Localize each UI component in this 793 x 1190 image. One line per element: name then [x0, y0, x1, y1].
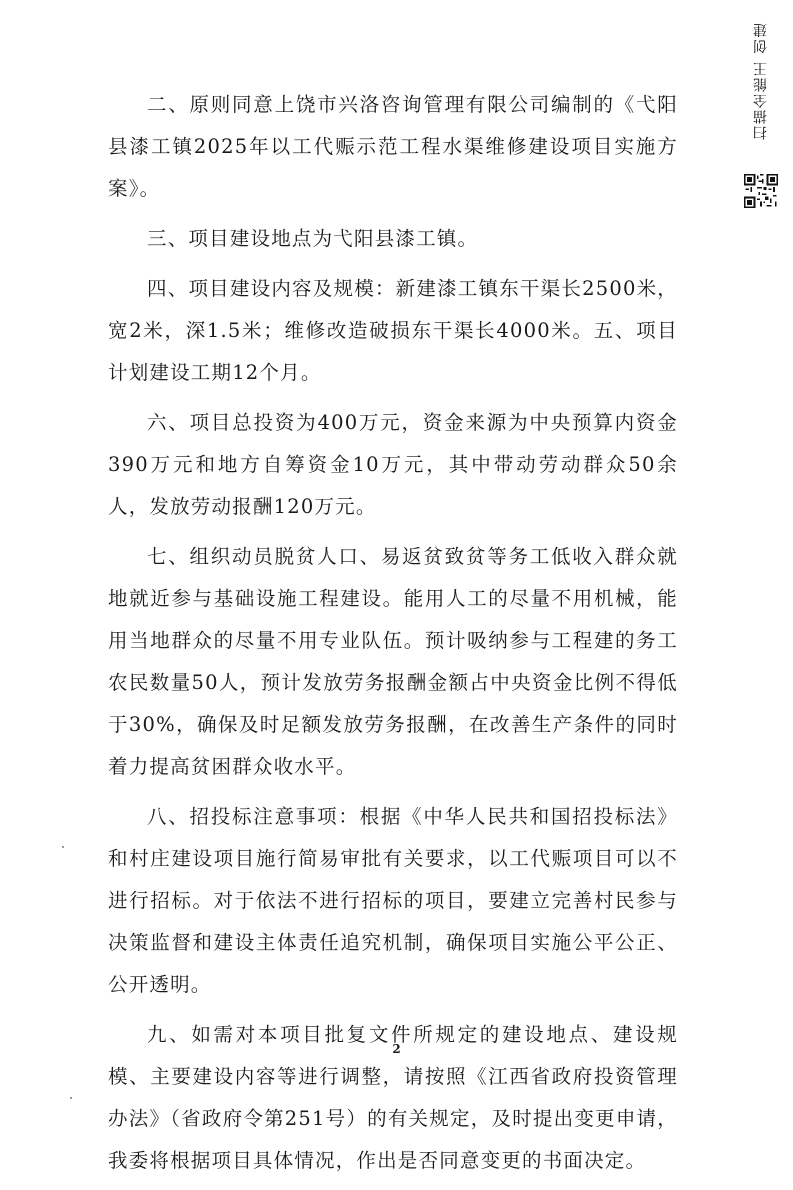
scan-speck	[70, 1097, 72, 1099]
paragraph-changes: 九、如需对本项目批复文件所规定的建设地点、建设规模、主要建设内容等进行调整，请按照《江西省政府投资管理办法》（省政府令第251号）的有关规定，及时提出变更申请，我委将根据项目具体情况，作出是否同意变更的书面决定。	[108, 1023, 678, 1172]
scan-speck	[62, 846, 64, 848]
scanner-watermark-text: 扫描全能王 创建	[753, 22, 769, 141]
paragraph-approval: 二、原则同意上饶市兴洛咨询管理有限公司编制的《弋阳县漆工镇2025年以工代赈示范工程水渠维修建设项目实施方案》。	[108, 93, 678, 200]
document-body	[108, 84, 678, 1190]
paragraph-bidding: 八、招投标注意事项：根据《中华人民共和国招投标法》和村庄建设项目施行简易审批有关要求，以工代赈项目可以不进行招标。对于依法不进行招标的项目，要建立完善村民参与决策监督和建设主体责任追究机制，确保项目实施公平公正、公开透明。	[108, 805, 678, 996]
paragraph-labor: 七、组织动员脱贫人口、易返贫致贫等务工低收入群众就地就近参与基础设施工程建设。能用人工的尽量不用机械，能用当地群众的尽量不用专业队伍。预计吸纳参与工程建的务工农民数量50人，预计发放劳务报酬金额占中央资金比例不得低于30%，确保及时足额发放劳务报酬，在改善生产条件的同时着力提高贫困群众收水平。	[108, 545, 678, 778]
paragraph-investment: 六、项目总投资为400万元，资金来源为中央预算内资金390万元和地方自筹资金10万元，其中带动劳动群众50余人，发放劳动报酬120万元。	[108, 411, 678, 518]
paragraph-location: 三、项目建设地点为弋阳县漆工镇。	[147, 227, 479, 250]
scanner-watermark	[738, 22, 784, 212]
paragraph-scope: 四、项目建设内容及规模：新建漆工镇东干渠长2500米，宽2米，深1.5米；维修改造破损东干渠长4000米。五、项目计划建设工期12个月。	[108, 277, 678, 384]
page-number: 2	[392, 1042, 401, 1056]
qr-code-icon	[744, 174, 778, 208]
